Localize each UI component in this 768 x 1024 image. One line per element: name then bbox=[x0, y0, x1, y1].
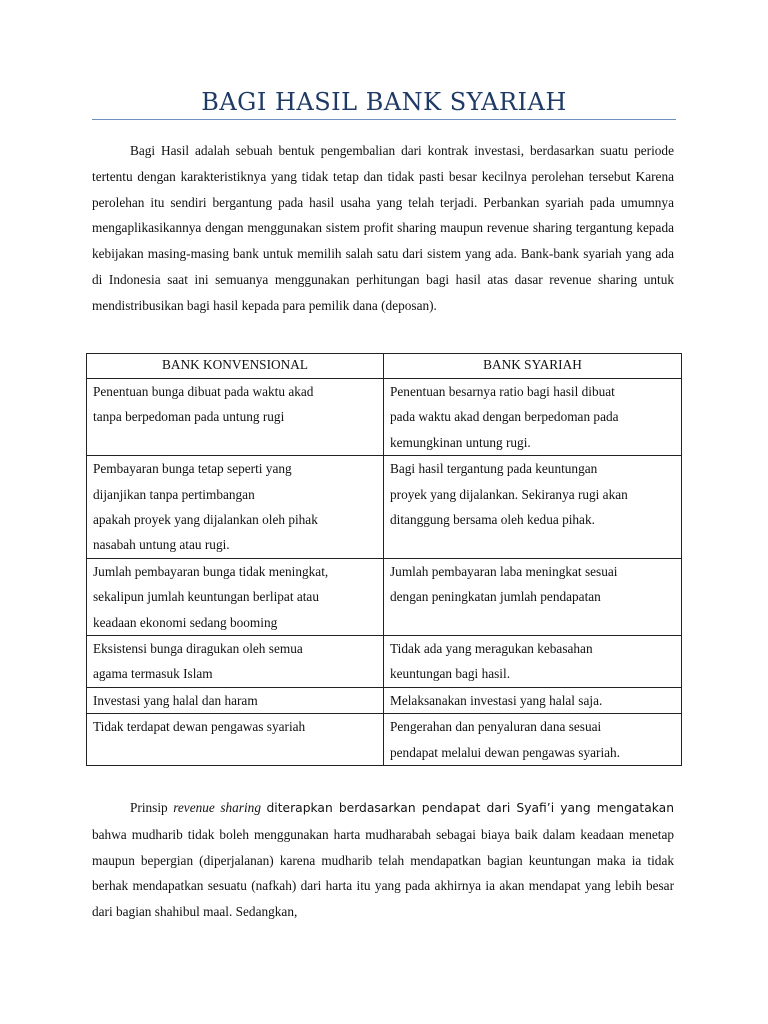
title-underline bbox=[92, 119, 676, 120]
cell-text-line: Jumlah pembayaran laba meningkat sesuai bbox=[390, 563, 618, 579]
cell-text-line: Tidak ada yang meragukan kebasahan bbox=[390, 641, 593, 657]
paragraph-lead: Prinsip bbox=[130, 800, 168, 815]
table-row bbox=[87, 456, 682, 559]
cell-text-line: nasabah untung atau rugi. bbox=[93, 537, 230, 553]
cell-text-line: dengan peningkatan jumlah pendapatan bbox=[390, 589, 601, 605]
intro-paragraph-text: Bagi Hasil adalah sebuah bentuk pengembalian dari kontrak investasi, berdasarkan suatu periode tertentu dengan karakteristiknya yang tidak tetap dan tidak pasti besar kecilnya perolehan tersebut Karena perolehan itu sendiri bergantung pada hasil usaha yang telah terjadi. Perbankan syariah pada umumnya mengaplikasikannya dengan menggunakan sistem profit sharing maupun revenue sharing tergantung kepada kebijakan masing-masing bank untuk memilih salah satu dari sistem yang ada. Bank-bank syariah yang ada di Indonesia saat ini semuanya menggunakan perhitungan bagi hasil atas dasar revenue sharing untuk mendistribusikan bagi hasil kepada para pemilik dana (deposan). bbox=[92, 143, 674, 313]
cell-text-line: Investasi yang halal dan haram bbox=[93, 692, 258, 708]
paragraph-rest: bahwa mudharib tidak boleh menggunakan harta mudharabah sebagai biaya baik dalam keadaan menetap maupun bepergian (diperjalanan) karena mudharib telah mendapatkan bagian keuntungan maka ia tidak berhak mendapatkan sesuatu (nafkah) dari harta itu yang pada akhirnya ia akan mendapat yang lebih besar dari bagian shahibul maal. Sedangkan, bbox=[92, 826, 674, 920]
table-row bbox=[87, 714, 682, 766]
cell-text-line: Eksistensi bunga diragukan oleh semua bbox=[93, 641, 303, 657]
paragraph-sans-text: diterapkan berdasarkan pendapat dari Syafi’i yang mengatakan bbox=[266, 801, 675, 815]
revenue-sharing-term: revenue sharing bbox=[173, 800, 261, 815]
header-bank-konvensional: BANK KONVENSIONAL bbox=[87, 354, 384, 379]
cell-konvensional bbox=[87, 636, 384, 688]
cell-text-line: pada waktu akad dengan berpedoman pada bbox=[390, 409, 619, 425]
cell-text-line: Penentuan besarnya ratio bagi hasil dibuat bbox=[390, 384, 615, 399]
cell-text-line: proyek yang dijalankan. Sekiranya rugi akan bbox=[390, 486, 628, 502]
cell-text-line: ditanggung bersama oleh kedua pihak. bbox=[390, 512, 595, 528]
cell-konvensional bbox=[87, 558, 384, 635]
comparison-table bbox=[86, 353, 682, 766]
table-row bbox=[87, 379, 682, 456]
revenue-sharing-paragraph bbox=[92, 795, 674, 925]
cell-text-line: apakah proyek yang dijalankan oleh pihak bbox=[93, 512, 318, 528]
table-header-row bbox=[87, 354, 682, 379]
cell-text-line: kemungkinan untung rugi. bbox=[390, 434, 531, 450]
cell-syariah bbox=[384, 636, 682, 688]
intro-paragraph bbox=[92, 138, 674, 319]
cell-text-line: keuntungan bagi hasil. bbox=[390, 666, 511, 682]
cell-konvensional bbox=[87, 456, 384, 559]
cell-syariah bbox=[384, 714, 682, 766]
cell-syariah bbox=[384, 558, 682, 635]
cell-syariah bbox=[384, 687, 682, 713]
cell-text-line: Melaksanakan investasi yang halal saja. bbox=[390, 692, 603, 708]
cell-konvensional bbox=[87, 379, 384, 456]
cell-text-line: Jumlah pembayaran bunga tidak meningkat, bbox=[93, 563, 329, 579]
cell-konvensional bbox=[87, 687, 384, 713]
cell-text-line: pendapat melalui dewan pengawas syariah. bbox=[390, 744, 621, 760]
cell-text-line: Penentuan bunga dibuat pada waktu akad bbox=[93, 384, 314, 399]
cell-text-line: keadaan ekonomi sedang booming bbox=[93, 614, 278, 630]
cell-konvensional bbox=[87, 714, 384, 766]
cell-text-line: agama termasuk Islam bbox=[93, 666, 213, 682]
cell-text-line: Pengerahan dan penyaluran dana sesuai bbox=[390, 719, 602, 735]
cell-text-line: Tidak terdapat dewan pengawas syariah bbox=[93, 719, 306, 735]
cell-syariah bbox=[384, 456, 682, 559]
page-title: BAGI HASIL BANK SYARIAH bbox=[201, 88, 567, 116]
cell-text-line: dijanjikan tanpa pertimbangan bbox=[93, 486, 255, 502]
comparison-table-body bbox=[87, 379, 682, 766]
table-row bbox=[87, 687, 682, 713]
cell-text-line: sekalipun jumlah keuntungan berlipat atau bbox=[93, 589, 319, 605]
cell-syariah bbox=[384, 379, 682, 456]
cell-text-line: Pembayaran bunga tetap seperti yang bbox=[93, 461, 292, 477]
table-row bbox=[87, 558, 682, 635]
header-bank-syariah: BANK SYARIAH bbox=[384, 354, 682, 379]
cell-text-line: Bagi hasil tergantung pada keuntungan bbox=[390, 461, 598, 477]
cell-text-line: tanpa berpedoman pada untung rugi bbox=[93, 409, 285, 425]
table-row bbox=[87, 636, 682, 688]
